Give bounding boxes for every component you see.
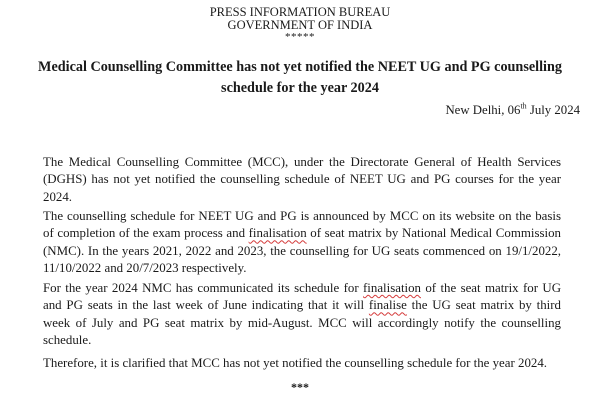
paragraph-3 <box>43 280 561 350</box>
dateline-place: New Delhi, 06 <box>445 103 521 117</box>
dateline-month-year: July 2024 <box>526 103 580 117</box>
paragraph-4: Therefore, it is clarified that MCC has not yet notified the counselling schedule for the year 2024. <box>43 356 548 370</box>
press-release-title: Medical Counselling Committee has not yet notified the NEET UG and PG counselling schedule for the year 2024 <box>38 59 562 96</box>
header-bureau-text: PRESS INFORMATION BUREAU <box>209 5 391 19</box>
spellcheck-word: finalisation <box>248 226 307 241</box>
paragraph-3-part-b: of the seat matrix for UG and PG seats in the last week of June indicating that it will <box>43 281 561 313</box>
dateline-ordinal: th <box>520 101 527 111</box>
paragraph-3-part-a: For the year 2024 NMC has communicated its schedule for <box>43 281 363 295</box>
header-separator-stars: ***** <box>285 31 315 43</box>
paragraph-2-part-a: The counselling schedule for NEET UG and PG is announced by MCC on its website on the basis of completion of the exam process and <box>43 209 561 241</box>
spellcheck-word: finalise <box>368 298 407 313</box>
paragraph-2 <box>43 208 561 278</box>
spellcheck-word: finalisation <box>363 281 421 295</box>
header-separator <box>0 31 600 44</box>
end-marker: *** <box>291 380 309 394</box>
paragraph-2-part-b: of seat matrix by National Medical Commission (NMC). In the years 2021, 2022 and 2023, the counselling for UG seats commenced on 19/1/2022, 11/10/2022 and 20/7/2023 respectively. <box>43 226 561 276</box>
paragraph-1: The Medical Counselling Committee (MCC), under the Directorate General of Health Services (DGHS) has not yet notified the counselling schedule of NEET UG and PG courses for the year 2024. <box>43 155 561 204</box>
header-government-text: GOVERNMENT OF INDIA <box>227 18 373 32</box>
paragraph-3-part-c: the UG seat matrix by third week of July and PG seat matrix by mid-August. MCC will accordingly notify the counselling schedule. <box>43 298 561 348</box>
dateline <box>445 103 580 117</box>
